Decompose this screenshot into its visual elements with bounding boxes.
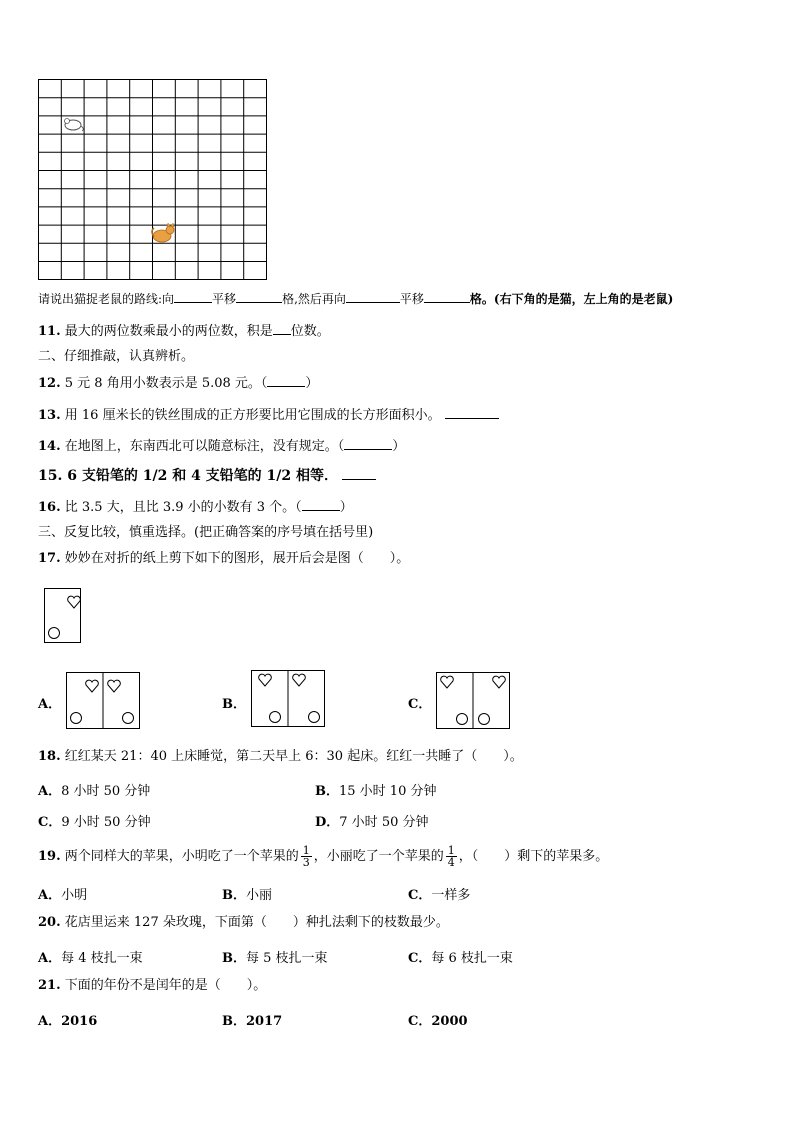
question-14 [38,437,405,456]
q20-option-a[interactable]: A．每 4 枝扎一束 [38,951,143,966]
section-3-title: 三、反复比较，慎重选择。(把正确答案的序号填在括号里) [38,525,374,540]
question-number: 13. [38,408,61,423]
question-text: 用 16 厘米长的铁丝围成的正方形要比用它围成的长方形面积小。 [64,408,441,423]
question-text-2: ，小丽吃了一个苹果的 [313,849,444,864]
cat-icon [152,223,174,242]
question-number: 20. [38,915,61,930]
answer-blank[interactable] [267,374,305,387]
q20-option-b[interactable]: B．每 5 枝扎一束 [222,951,328,966]
grid-question-part-1: 请说出猫捉老鼠的路线:向 [38,292,175,306]
close-paren: ） [392,439,406,454]
q19-option-c[interactable]: C．一样多 [408,888,471,903]
question-text: 下面的年份不是闰年的是（ ）。 [64,978,267,993]
question-number: 12. [38,376,61,391]
q19-option-a[interactable]: A．小明 [38,888,88,903]
grid-question-part-2: 平移 [212,292,237,306]
fraction-one-third: $\frac{1}{3}$ [302,844,310,869]
q18-option-d[interactable]: D．7 小时 50 分钟 [315,815,429,830]
question-text: 花店里运来 127 朵玫瑰，下面第（ ）种扎法剩下的枝数最少。 [64,915,449,930]
section-2-title: 二、仔细推敲，认真辨析。 [38,349,195,364]
question-number: 17. [38,551,61,566]
question-16 [38,498,353,517]
q21-option-c[interactable]: C．2000 [408,1014,468,1029]
question-12 [38,374,318,393]
q21-option-a[interactable]: A．2016 [38,1014,98,1029]
answer-blank[interactable] [302,498,340,511]
question-text: 5 元 8 角用小数表示是 5.08 元。（ [64,376,268,391]
q17-option-c-label[interactable]: C． [408,697,432,712]
route-grid [38,79,268,281]
q18-option-b[interactable]: B．15 小时 10 分钟 [315,784,437,799]
grid-question-part-3: 格,然后再向 [282,292,346,306]
grid-question [38,290,673,308]
question-text: 妙妙在对折的纸上剪下如下的图形，展开后会是图（ ）。 [64,551,410,566]
q17-option-b-label[interactable]: B． [222,697,246,712]
blank[interactable] [346,290,400,303]
q17-option-a-figure[interactable] [66,672,142,730]
question-21 [38,977,266,995]
question-15 [38,467,376,485]
question-text-after: 位数。 [290,324,330,339]
question-number: 11. [38,324,61,339]
blank[interactable] [174,290,212,303]
question-text: 最大的两位数乘最小的两位数，积是 [64,324,273,339]
q19-option-b[interactable]: B．小丽 [222,888,273,903]
question-text: 在地图上，东南西北可以随意标注，没有规定。（ [64,439,345,454]
question-18 [38,748,523,766]
q21-option-b[interactable]: B．2017 [222,1014,283,1029]
blank[interactable] [236,290,282,303]
q18-option-c[interactable]: C．9 小时 50 分钟 [38,815,151,830]
mouse-icon [65,119,84,132]
grid-question-part-5: 格。(右下角的是猫，左上角的是老鼠) [469,292,674,306]
blank[interactable] [424,290,470,303]
question-number: 14. [38,439,61,454]
question-20 [38,914,449,932]
question-13 [38,406,499,425]
answer-blank[interactable] [445,406,499,419]
close-paren: ） [305,376,319,391]
question-text: 比 3.5 大，且比 3.9 小的小数有 3 个。（ [64,500,302,515]
question-text: 红红某天 21：40 上床睡觉，第二天早上 6：30 起床。红红一共睡了（ ）。 [64,749,523,764]
answer-blank[interactable] [344,437,392,450]
question-number: 16. [38,500,61,515]
question-text-1: 两个同样大的苹果，小明吃了一个苹果的 [64,849,299,864]
folded-paper-figure [44,588,82,644]
close-paren: ） [339,500,353,515]
question-text-3: ，（ ）剩下的苹果多。 [458,849,609,864]
q20-option-c[interactable]: C．每 6 枝扎一束 [408,951,513,966]
question-17 [38,550,409,568]
grid-question-part-4: 平移 [399,292,424,306]
answer-blank[interactable] [273,322,291,335]
q17-option-a-label[interactable]: A． [38,697,62,712]
question-number: 18. [38,749,61,764]
question-number: 15. [38,468,63,484]
q17-option-b-figure[interactable] [251,670,327,728]
q18-option-a[interactable]: A．8 小时 50 分钟 [38,784,151,799]
q17-option-c-figure[interactable] [436,672,512,730]
question-text: 6 支铅笔的 1/2 和 4 支铅笔的 1/2 相等． [67,468,339,484]
question-number: 19. [38,849,61,864]
fraction-one-quarter: $\frac{1}{4}$ [447,844,455,869]
question-19 [38,845,608,869]
question-number: 21. [38,978,61,993]
question-11 [38,322,330,341]
answer-blank[interactable] [342,467,376,480]
